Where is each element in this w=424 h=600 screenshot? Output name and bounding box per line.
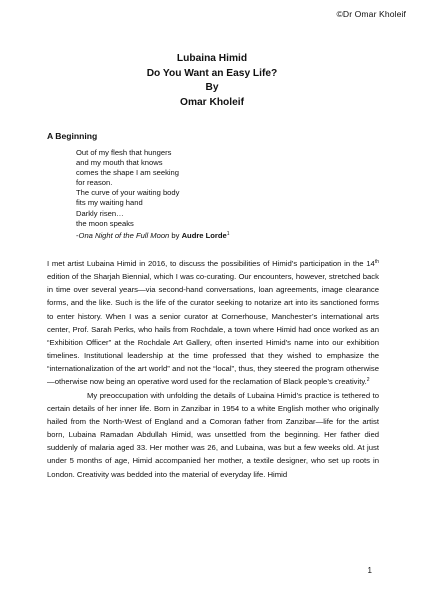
title-block [0,52,424,110]
essay-title: Do You Want an Easy Life? [146,67,278,79]
citation-title: Ona Night of the Full Moon [78,230,170,240]
citation-by: by [171,230,180,240]
ordinal-superscript: th [374,259,379,265]
poem-line: The curve of your waiting body [76,188,180,198]
poem-line: fits my waiting hand [76,198,143,208]
section-heading: A Beginning [47,131,98,141]
body-text [47,257,379,481]
artist-name-title: Lubaina Himid [176,53,248,64]
byline-by: By [205,82,219,93]
citation-author: Audre Lorde [181,230,227,240]
citation-dash: - [76,230,79,240]
poem-line: Darkly risen… [76,208,124,218]
paragraph-1-text: I met artist Lubaina Himid in 2016, to discuss the possibilities of Himid’s participation in the 14 [47,259,375,268]
paragraph-1 [47,257,379,389]
poem-citation [76,229,230,241]
footnote-marker[interactable]: 1 [226,230,230,237]
poem-line: comes the shape I am seeking [76,168,179,178]
poem-line: Out of my flesh that hungers [76,148,172,157]
paragraph-1-text-cont: edition of the Sharjah Biennial, which I was co-curating. Our encounters, however, stretched back in time over several years—via second-hand conversations, loan agreements, image clearance forms, and the like. Such is the life of the curator seeking to notarize art into its sanctioned forms to enter history. When I was a senior curator at Cornerhouse, Manchester’s international arts center, Prof. Sarah Perks, who hails from Rochdale, a town where Himid had once worked as an “Exhibition Officer” at the Rochdale Art Gallery, often inserted Himid’s name into our exhibition timelines. Institutional leadership at the time professed that they wished to emphasize the “internationalization of the art world” and not the “local”, thus, they steered the program otherwise—otherwise now being an operative word used for the reclamation of Black people’s creativity. [47,272,379,387]
copyright-notice: ©Dr Omar Kholeif [336,9,406,19]
poem-line: and my mouth that knows [76,158,163,168]
poem-epigraph [76,148,230,241]
page-number: 1 [367,566,372,575]
poem-line: for reason. [76,178,113,188]
poem-line: the moon speaks [76,218,134,228]
footnote-marker[interactable]: 2 [366,377,370,384]
author-name: Omar Kholeif [180,96,244,108]
paragraph-2: My preoccupation with unfolding the details of Lubaina Himid’s practice is tethered to certain details of her inner life. Born in Zanzibar in 1954 to a white English mother who originally hailed from the North-West of England and a Comoran father from Zanzibar—life for the artist born, Lubaina Ramadan Abdullah Himid, was unsettled from the beginning. Her father died suddenly of malaria aged 33. Her mother was 26, and Lubaina, was but a few weeks old. At just under 5 months of age, Himid accompanied her mother, a textile designer, who set up roots in London. Creativity was bedded into the material of everyday life. Himid [47,390,379,479]
